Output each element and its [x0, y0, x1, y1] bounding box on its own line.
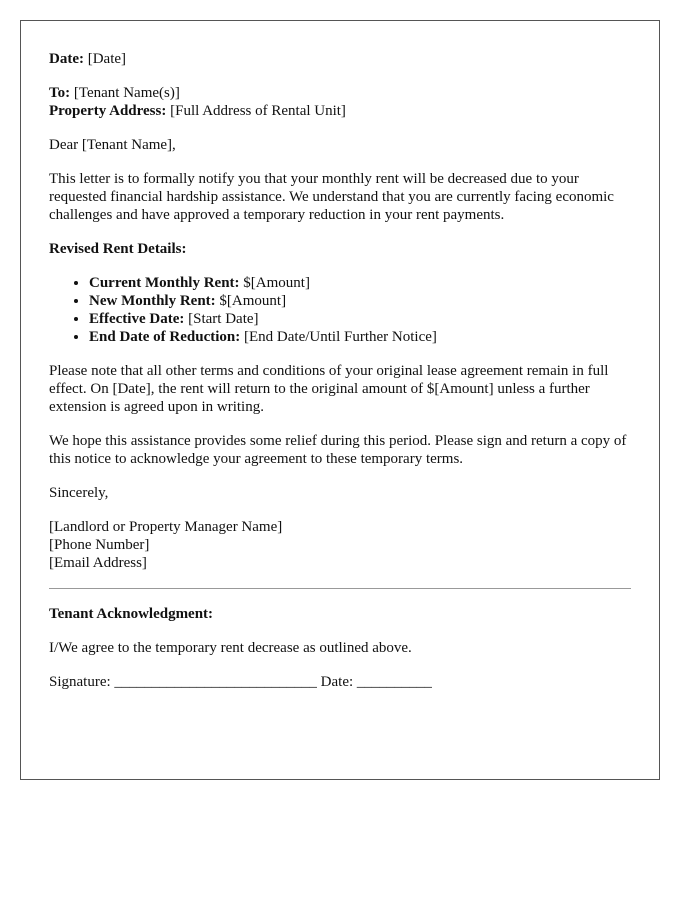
sender-email: [Email Address]	[49, 555, 147, 571]
detail-label: Effective Date:	[89, 311, 185, 327]
terms-paragraph: Please note that all other terms and conditions of your original lease agreement remain in full effect. On [Date], the rent will return to the original amount of $[Amount] unless a further extension is agreed upon in writing.	[49, 363, 609, 415]
recipient-block	[49, 84, 631, 120]
ack-date-blank[interactable]: __________	[356, 674, 432, 690]
acknowledgment-statement: I/We agree to the temporary rent decrease as outlined above.	[49, 640, 412, 656]
to-label: To:	[49, 85, 71, 101]
date-label: Date:	[49, 51, 84, 67]
sender-block	[49, 518, 631, 572]
signature-line-row	[49, 673, 631, 691]
property-address-line	[49, 102, 631, 120]
date-line	[49, 50, 631, 68]
signoff: Sincerely,	[49, 485, 109, 501]
closing-paragraph: We hope this assistance provides some relief during this period. Please sign and return a copy of this notice to acknowledge your agreement to these temporary terms.	[49, 433, 627, 467]
salutation: Dear [Tenant Name],	[49, 137, 176, 153]
detail-end-date	[89, 328, 631, 346]
sender-name: [Landlord or Property Manager Name]	[49, 519, 283, 535]
detail-value: $[Amount]	[243, 275, 310, 291]
detail-label: Current Monthly Rent:	[89, 275, 240, 291]
letter-page	[20, 20, 660, 780]
rent-details-list	[49, 274, 631, 346]
detail-value: $[Amount]	[219, 293, 287, 309]
signature-blank[interactable]: ___________________________	[114, 674, 317, 690]
detail-effective-date	[89, 310, 631, 328]
detail-label: End Date of Reduction:	[89, 329, 241, 345]
detail-label: New Monthly Rent:	[89, 293, 216, 309]
to-line	[49, 84, 631, 102]
detail-new-rent	[89, 292, 631, 310]
date-value: [Date]	[87, 51, 127, 67]
detail-value: [Start Date]	[188, 311, 259, 327]
property-address-label: Property Address:	[49, 103, 167, 119]
acknowledgment-heading: Tenant Acknowledgment:	[49, 606, 214, 622]
details-heading: Revised Rent Details:	[49, 241, 187, 257]
sender-phone: [Phone Number]	[49, 537, 150, 553]
property-address-value: [Full Address of Rental Unit]	[170, 103, 346, 119]
section-divider	[49, 588, 631, 589]
detail-current-rent	[89, 274, 631, 292]
intro-paragraph: This letter is to formally notify you that your monthly rent will be decreased due to your requested financial hardship assistance. We understand that you are currently facing economic challenges and have approved a temporary reduction in your rent payments.	[49, 171, 614, 223]
detail-value: [End Date/Until Further Notice]	[244, 329, 437, 345]
signature-label: Signature:	[49, 674, 111, 690]
ack-date-label: Date:	[320, 674, 354, 690]
to-value: [Tenant Name(s)]	[73, 85, 180, 101]
